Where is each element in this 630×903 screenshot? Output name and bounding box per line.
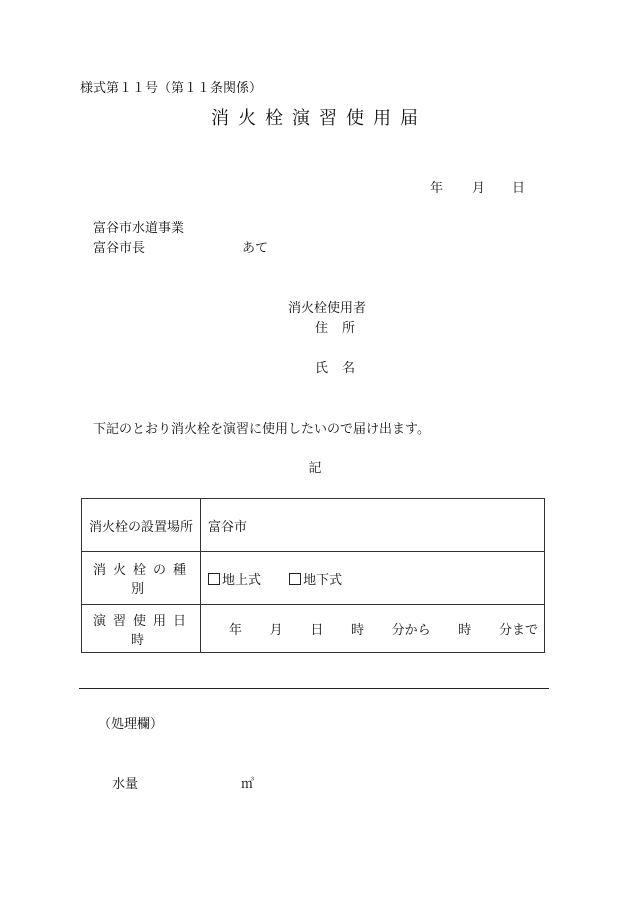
datetime-day: 日 (310, 623, 324, 638)
location-value: 富谷市 (201, 499, 545, 552)
addressee-name: 富谷市長 (93, 241, 146, 256)
datetime-hour-start: 時 (350, 623, 364, 638)
processing-label: （処理欄） (98, 717, 164, 732)
type-option-below-label: 地下式 (303, 572, 343, 588)
checkbox-icon[interactable] (208, 573, 220, 585)
date-day-label: 日 (512, 181, 526, 196)
addressee-suffix: あて (242, 241, 269, 256)
table-row (82, 552, 545, 605)
form-number: 様式第１１号（第１１条関係） (80, 81, 263, 96)
type-label: 消火栓の種別 (92, 563, 193, 597)
details-table (81, 498, 545, 653)
date-month-label: 月 (472, 181, 486, 196)
type-option-below[interactable] (289, 573, 342, 588)
water-volume-label: 水量 (112, 777, 139, 792)
type-option-above[interactable] (208, 573, 261, 588)
checkbox-icon[interactable] (289, 573, 301, 585)
datetime-month: 月 (269, 623, 283, 638)
applicant-name-label: 氏名 (315, 361, 370, 376)
type-options (201, 552, 545, 605)
document-title: 消火栓演習使用届 (211, 108, 427, 129)
applicant-heading: 消火栓使用者 (288, 301, 367, 316)
table-row (82, 605, 545, 653)
addressee-organization: 富谷市水道事業 (93, 221, 185, 236)
date-year-label: 年 (430, 181, 444, 196)
ki-label: 記 (308, 461, 322, 476)
datetime-label: 演習使用日時 (92, 613, 193, 648)
datetime-parts (201, 619, 544, 638)
datetime-minute-start: 分から (391, 623, 431, 638)
datetime-minute-end: 分まで (498, 623, 538, 638)
type-option-above-label: 地上式 (222, 572, 262, 588)
applicant-address-label: 住所 (315, 321, 370, 336)
datetime-hour-end: 時 (458, 623, 472, 638)
water-volume-unit: ㎥ (241, 777, 255, 792)
request-sentence: 下記のとおり消火栓を演習に使用したいので届け出ます。 (93, 422, 430, 437)
type-label-cell (82, 552, 201, 605)
datetime-year: 年 (229, 623, 243, 638)
location-label: 消火栓の設置場所 (82, 499, 201, 552)
divider (79, 688, 549, 689)
table-row (82, 499, 545, 552)
datetime-label-cell (82, 605, 201, 653)
datetime-value (201, 605, 545, 653)
